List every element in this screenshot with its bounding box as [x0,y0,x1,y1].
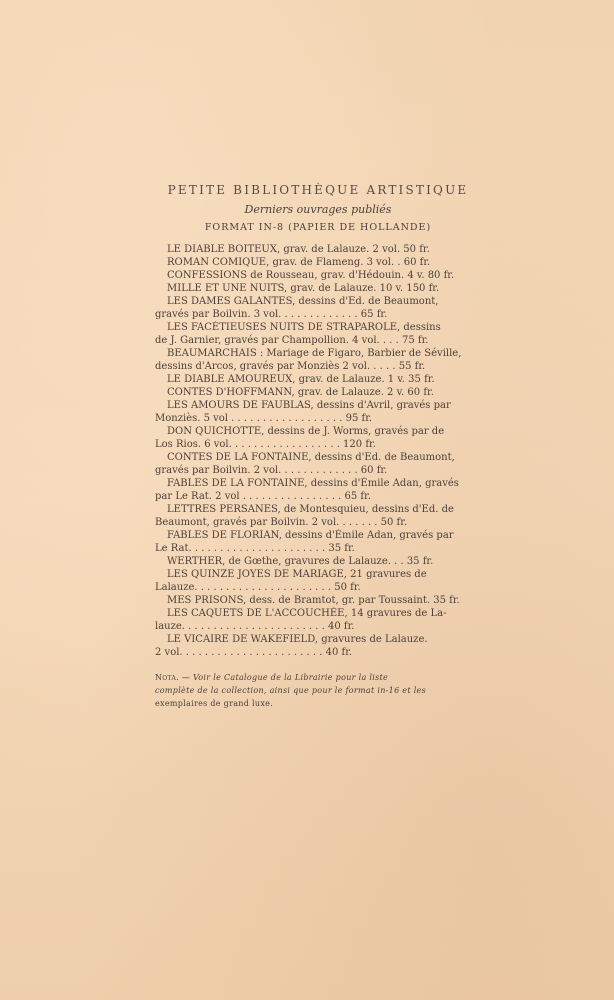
list-item [147,594,489,607]
list-item-line: LE DIABLE AMOUREUX, grav. de Lalauze. 1 v. 35 fr. [167,374,435,385]
list-item-line: ROMAN COMIQUE, grav. de Flameng. 3 vol. . 60 fr. [167,257,431,268]
list-item-line: par Le Rat. 2 vol . . . . . . . . . . . . . . . . 65 fr. [155,491,371,502]
list-item-line: MES PRISONS, dess. de Bramtot, gr. par Toussaint. 35 fr. [167,595,460,606]
format-line: FORMAT IN-8 (PAPIER DE HOLLANDE) [204,222,432,233]
list-item-line: LES DAMES GALANTES, dessins d'Ed. de Beaumont, [167,296,439,307]
list-item [147,373,489,386]
list-item [147,568,489,594]
list-item-line: Lalauze. . . . . . . . . . . . . . . . . . . . . . 50 fr. [155,582,361,593]
list-item-line: Le Rat. . . . . . . . . . . . . . . . . . . . . . 35 fr. [155,543,355,554]
list-item [147,386,489,399]
list-item [147,555,489,568]
list-item-line: MILLE ET UNE NUITS, grav. de Lalauze. 10 v. 150 fr. [167,283,440,294]
list-item-line: de J. Garnier, gravés par Champollion. 4 vol. . . . 75 fr. [155,335,429,346]
list-item [147,399,489,425]
book-list [147,243,489,659]
list-item [147,529,489,555]
note-text: — Voir le Catalogue de la Librairie pour la liste [181,673,389,682]
list-item-line: FABLES DE LA FONTAINE, dessins d'Émile Adan, gravés [167,478,459,489]
page-subtitle: Derniers ouvrages publiés [244,203,392,216]
list-item-line: Los Rios. 6 vol. . . . . . . . . . . . . . . . . . 120 fr. [155,439,376,450]
list-item-line: CONTES DE LA FONTAINE, dessins d'Ed. de Beaumont, [167,452,455,463]
list-item-line: gravés par Boilvin. 3 vol. . . . . . . . . . . . . 65 fr. [155,309,388,320]
note-line: complète de la collection, ainsi que pour le format in-16 et les [155,686,426,695]
list-item-line: gravés par Boilvin. 2 vol. . . . . . . . . . . . . 60 fr. [155,465,388,476]
list-item-line: CONTES D'HOFFMANN, grav. de Lalauze. 2 v. 60 fr. [167,387,434,398]
list-item [147,243,489,256]
list-item-line: LE DIABLE BOITEUX, grav. de Lalauze. 2 vol. 50 fr. [167,244,430,255]
list-item-line: lauze. . . . . . . . . . . . . . . . . . . . . . . 40 fr. [155,621,355,632]
list-item [147,607,489,633]
note-label: Nota. [155,673,179,682]
list-item [147,503,489,529]
list-item-line: LE VICAIRE DE WAKEFIELD, gravures de Lalauze. [167,634,428,645]
catalogue-block [147,183,489,710]
list-item-line: CONFESSIONS de Rousseau, grav. d'Hédouin. 4 v. 80 fr. [167,270,455,281]
list-item [147,256,489,269]
page-title: PETITE BIBLIOTHÈQUE ARTISTIQUE [167,183,469,197]
catalogue-note [147,671,489,710]
note-line [155,671,489,684]
list-item [147,347,489,373]
list-item-line: LES FACÉTIEUSES NUITS DE STRAPAROLE, dessins [167,322,441,333]
list-item [147,425,489,451]
list-item-line: DON QUICHOTTE, dessins de J. Worms, gravés par de [167,426,445,437]
list-item [147,451,489,477]
note-line: exemplaires de grand luxe. [155,699,274,708]
list-item [147,295,489,321]
list-item-line: BEAUMARCHAIS : Mariage de Figaro, Barbier de Séville, [167,348,462,359]
list-item-line: dessins d'Arcos, gravés par Monziès 2 vol. . . . . 55 fr. [155,361,426,372]
list-item-line: Monziès. 5 vol . . . . . . . . . . . . . . . . . . 95 fr. [155,413,373,424]
list-item [147,282,489,295]
list-item-line: Beaumont, gravés par Boilvin. 2 vol. . . . . . . 50 fr. [155,517,408,528]
list-item-line: LES QUINZE JOYES DE MARIAGE, 21 gravures de [167,569,427,580]
list-item [147,633,489,659]
list-item-line: LETTRES PERSANES, de Montesquieu, dessins d'Ed. de [167,504,454,515]
list-item [147,269,489,282]
list-item [147,321,489,347]
list-item [147,477,489,503]
list-item-line: WERTHER, de Gœthe, gravures de Lalauze. . . 35 fr. [167,556,434,567]
list-item-line: LES AMOURS DE FAUBLAS, dessins d'Avril, gravés par [167,400,451,411]
list-item-line: FABLES DE FLORIAN, dessins d'Émile Adan, gravés par [167,530,454,541]
list-item-line: LES CAQUETS DE L'ACCOUCHÉE, 14 gravures de La- [167,608,447,619]
list-item-line: 2 vol. . . . . . . . . . . . . . . . . . . . . . . 40 fr. [155,647,353,658]
